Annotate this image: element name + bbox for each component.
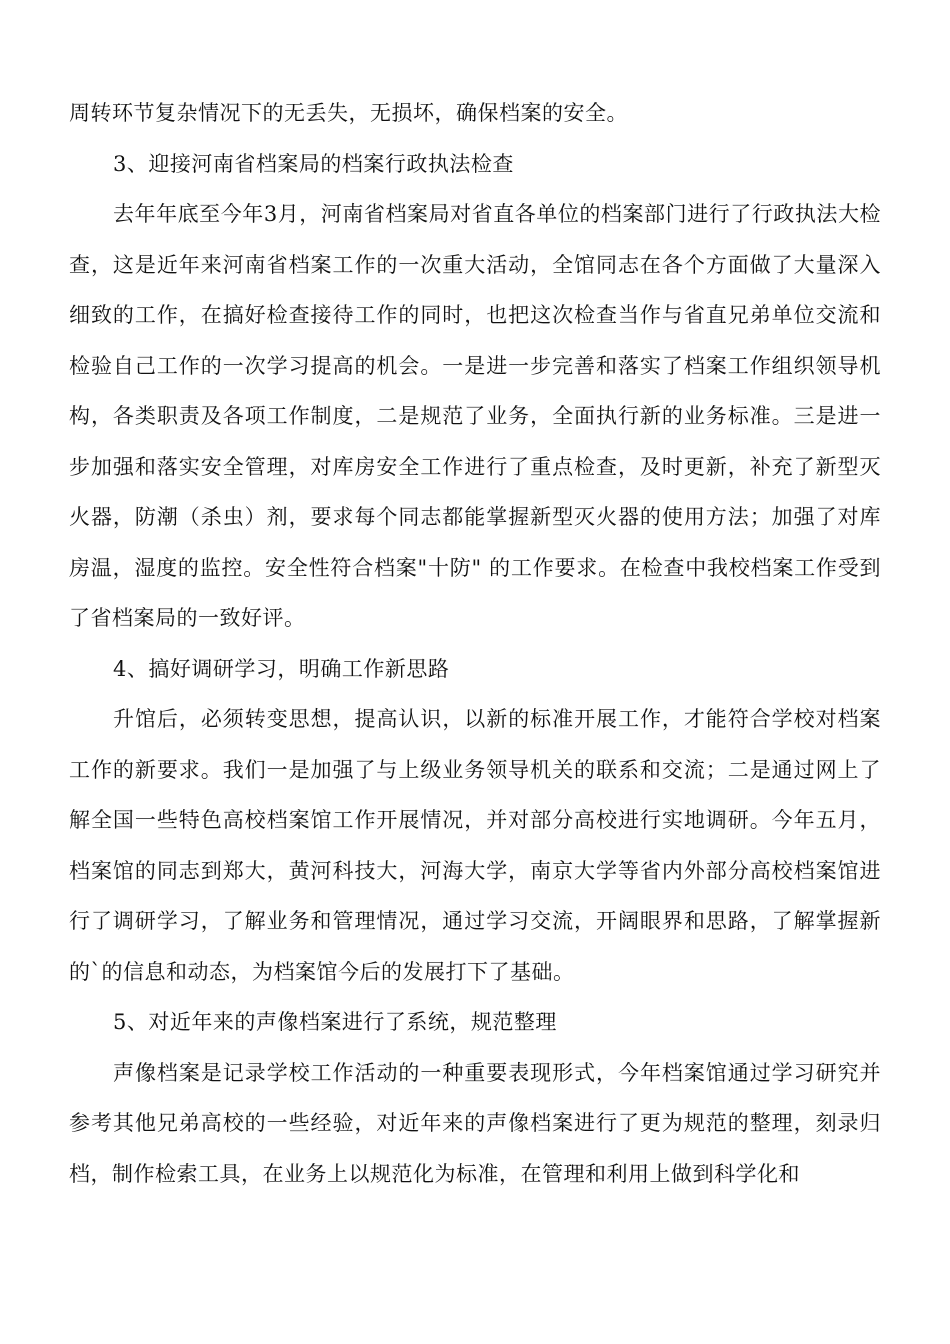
section-heading-5: 5、对近年来的声像档案进行了系统，规范整理 [113, 1010, 557, 1034]
paragraph-audiovisual: 声像档案是记录学校工作活动的一种重要表现形式，今年档案馆通过学习研究并参考其他兄弟高校的一些经验，对近年来的声像档案进行了更为规范的整理，刻录归档，制作检索工具，在业务上以规范化为标准，在管理和利用上做到科学化和 [69, 1060, 881, 1186]
paragraph-research: 升馆后，必须转变思想，提高认识，以新的标准开展工作，才能符合学校对档案工作的新要求。我们一是加强了与上级业务领导机关的联系和交流；二是通过网上了解全国一些特色高校档案馆工作开展情况，并对部分高校进行实地调研。今年五月，档案馆的同志到郑大，黄河科技大，河海大学，南京大学等省内外部分高校档案馆进行了调研学习，了解业务和管理情况，通过学习交流，开阔眼界和思路，了解掌握新的`的信息和动态，为档案馆今后的发展打下了基础。 [69, 707, 881, 984]
document-body [69, 88, 881, 1199]
paragraph-continuation: 周转环节复杂情况下的无丢失，无损坏，确保档案的安全。 [69, 101, 628, 125]
section-heading-4: 4、搞好调研学习，明确工作新思路 [113, 656, 450, 681]
paragraph-inspection: 去年年底至今年3月，河南省档案局对省直各单位的档案部门进行了行政执法大检查，这是近年来河南省档案工作的一次重大活动，全馆同志在各个方面做了大量深入细致的工作，在搞好检查接待工作的同时，也把这次检查当作与省直兄弟单位交流和检验自己工作的一次学习提高的机会。一是进一步完善和落实了档案工作组织领导机构，各类职责及各项工作制度，二是规范了业务，全面执行新的业务标准。三是进一步加强和落实安全管理，对库房安全工作进行了重点检查，及时更新，补充了新型灭火器，防潮（杀虫）剂，要求每个同志都能掌握新型灭火器的使用方法；加强了对库房温，湿度的监控。安全性符合档案"十防" 的工作要求。在检查中我校档案工作受到了省档案局的一致好评。 [69, 202, 881, 630]
section-heading-3: 3、迎接河南省档案局的档案行政执法检查 [113, 151, 514, 176]
